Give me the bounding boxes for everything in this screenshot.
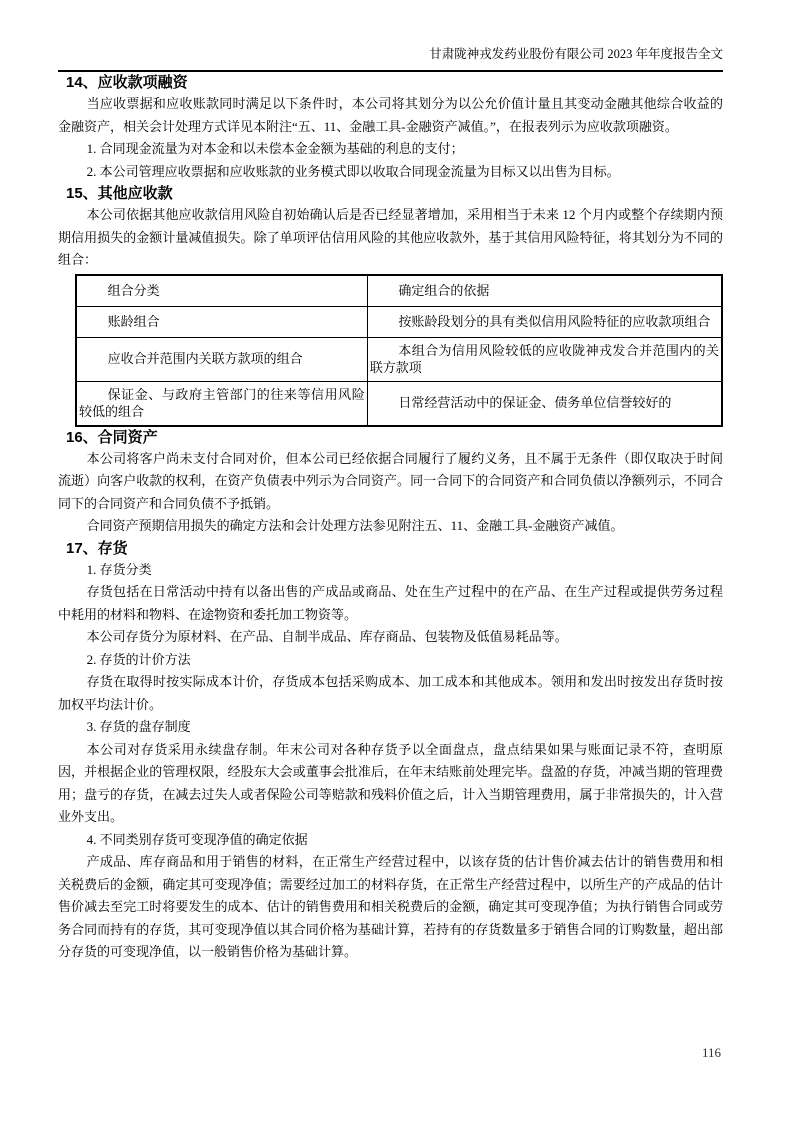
- cell-text: 日常经营活动中的保证金、债务单位信誉较好的: [398, 395, 672, 411]
- section-16-paragraph-2: 合同资产预期信用损失的确定方法和会计处理方法参见附注五、11、金融工具-金融资产减值。: [86, 518, 624, 533]
- section-17-paragraph: 本公司对存货采用永续盘存制。年末公司对各种存货予以全面盘点，盘点结果如果与账面记录不符，查明原因，并根据企业的管理权限，经股东大会或董事会批准后，在年末结账前处理完毕。盘盈的存货，冲减当期的管理费用；盘亏的存货，在减去过失人或者保险公司等赔款和残料价值之后，计入当期管理费用，属于非常损失的，计入营业外支出。: [58, 741, 723, 824]
- cell-text: 保证金、与政府主管部门的往来等信用风险较低的组合: [79, 386, 365, 419]
- table-cell-portfolio-type: [76, 306, 367, 337]
- section-16-heading: 16、合同资产: [66, 428, 158, 446]
- section-17-paragraph: 存货在取得时按实际成本计价，存货成本包括采购成本、加工成本和其他成本。领用和发出时按发出存货时按加权平均法计价。: [58, 674, 723, 712]
- cell-text: 本组合为信用风险较低的应收陇神戎发合并范围内的关联方款项: [369, 342, 719, 375]
- cell-text: 确定组合的依据: [398, 282, 490, 298]
- section-17-paragraph: 存货包括在日常活动中持有以备出售的产成品或商品、处在生产过程中的在产品、在生产过程或提供劳务过程中耗用的材料和物料、在途物资和委托加工物资等。: [58, 584, 723, 622]
- table-cell-portfolio-type: [76, 337, 367, 381]
- table-row: [76, 306, 722, 337]
- section-17-subhead-1: 1. 存货分类: [86, 561, 152, 577]
- section-14-condition-2: 2. 本公司管理应收票据和应收账款的业务模式即以收取合同现金流量为目标又以出售为目标。: [86, 163, 620, 179]
- section-14-paragraph: 当应收票据和应收账款同时满足以下条件时，本公司将其划分为以公允价值计量且其变动金融其他综合收益的金融资产，相关会计处理方式详见本附注“五、11、金融工具-金融资产减值。”，在报表列示为应收款项融资。: [58, 96, 723, 134]
- table-row: [76, 381, 722, 426]
- cell-text: 组合分类: [107, 282, 160, 298]
- report-header-title: 甘肃陇神戎发药业股份有限公司 2023 年年度报告全文: [429, 47, 723, 61]
- section-14-condition-1: 1. 合同现金流量为对本金和以未偿本金金额为基础的利息的支付；: [86, 141, 464, 156]
- section-15-heading: 15、其他应收款: [66, 185, 173, 202]
- section-17-paragraph: 产成品、库存商品和用于销售的材料，在正常生产经营过程中，以该存货的估计售价减去估计的销售费用和相关税费后的金额，确定其可变现净值；需要经过加工的材料存货，在正常生产经营过程中，以所生产的产成品的估计售价减去至完工时将要发生的成本、估计的销售费用和相关税费后的金额，确定其可变现净值；为执行销售合同或劳务合同而持有的存货，其可变现净值以其合同价格为基础计算，若持有的存货数量多于销售合同的订购数量，超出部分存货的可变现净值，以一般销售价格为基础计算。: [58, 854, 723, 959]
- table-row: [76, 275, 722, 307]
- table-cell-basis: [367, 381, 722, 426]
- report-header: [58, 46, 723, 62]
- cell-text: 按账龄段划分的具有类似信用风险特征的应收款项组合: [398, 313, 711, 329]
- page-number: 116: [701, 1044, 721, 1060]
- other-receivables-portfolio-table: [75, 274, 723, 427]
- cell-text: 账龄组合: [107, 313, 160, 329]
- cell-text: 应收合并范围内关联方款项的组合: [107, 351, 303, 367]
- table-cell-portfolio-type: [76, 275, 367, 307]
- section-17-paragraph: 本公司存货分为原材料、在产品、自制半成品、库存商品、包装物及低值易耗品等。: [86, 629, 568, 644]
- table-row: [76, 337, 722, 381]
- table-cell-portfolio-type: [76, 381, 367, 426]
- section-15-paragraph: 本公司依据其他应收款信用风险自初始确认后是否已经显著增加，采用相当于未来 12 个月内或整个存续期内预期信用损失的金额计量减值损失。除了单项评估信用风险的其他应收款外，基于其信用风险特征，将其划分为不同的组合：: [58, 207, 723, 267]
- section-17-subhead-3: 3. 存货的盘存制度: [86, 719, 191, 734]
- table-cell-basis: [367, 275, 722, 307]
- section-17-heading: 17、存货: [66, 539, 128, 557]
- section-14-heading: 14、应收款项融资: [66, 74, 188, 91]
- table-cell-basis: [367, 337, 722, 381]
- section-17-subhead-4: 4. 不同类别存货可变现净值的确定依据: [86, 831, 308, 847]
- section-16-paragraph-1: 本公司将客户尚未支付合同对价，但本公司已经依据合同履行了履约义务，且不属于无条件（即仅取决于时间流逝）向客户收款的权利，在资产负债表中列示为合同资产。同一合同下的合同资产和合同负债以净额列示，不同合同下的合同资产和合同负债不予抵销。: [58, 450, 723, 511]
- section-17-subhead-2: 2. 存货的计价方法: [86, 651, 191, 667]
- table-cell-basis: [367, 306, 722, 337]
